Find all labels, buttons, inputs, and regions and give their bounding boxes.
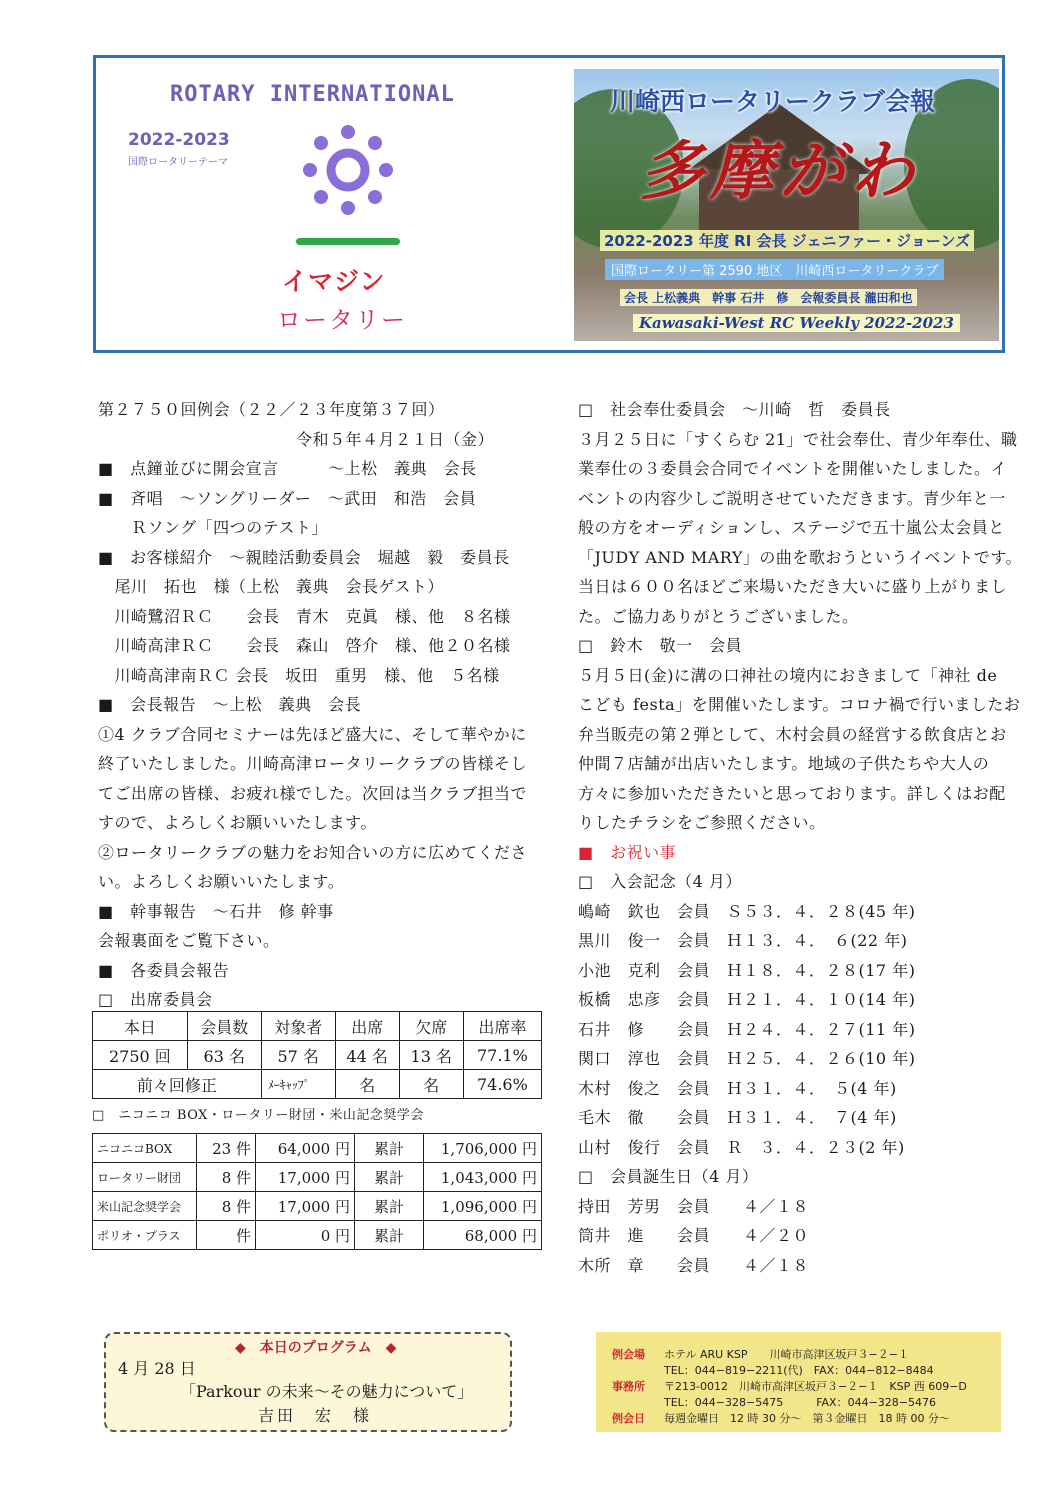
header-cell: 出席 [335,1012,399,1041]
table-row [93,1192,542,1221]
fund-total-label: 累計 [355,1134,424,1163]
header-cell: 対象者 [261,1012,335,1041]
fund-amount: 17,000 円 [256,1192,355,1221]
text-line: 方々に参加いただきたいと思っております。詳しくはお配 [578,784,1006,803]
header-cell: 欠席 [399,1012,463,1041]
text-line: □ 社会奉仕委員会 ～川崎 哲 委員長 [578,400,891,419]
fund-total-label: 累計 [355,1192,424,1221]
text-line: 川崎高津南ＲＣ 会長 坂田 重男 様、他 ５名様 [98,666,500,685]
info-text: 〒213-0012 川崎市高津区坂戸３−２−１ KSP 西 609−D [664,1380,967,1393]
info-text: TEL：044−328−5475 FAX：044−328−5476 [664,1396,937,1409]
donation-caption: □ ニコニコ BOX・ロータリー財団・米山記念奨学会 [92,1108,424,1123]
text-line: 当日は６００名ほどご来場いただき大いに盛り上がりまし [578,577,1008,596]
anniversary-item: 関口 淳也 会員 Ｈ２５．４．２６(10 年) [578,1049,916,1068]
text-line: ①4 クラブ合同セミナーは先ほど盛大に、そして華やかに [98,725,527,744]
cell: 名 [335,1070,399,1099]
district-line: 国際ロータリー第 2590 地区 川崎西ロータリークラブ [605,259,944,280]
fund-count: 8 件 [197,1192,256,1221]
info-label: 事務所 [612,1380,645,1393]
fund-amount: 64,000 円 [256,1134,355,1163]
anniversary-item: 小池 克利 会員 Ｈ１８．４．２８(17 年) [578,961,916,980]
text-line: 尾川 拓也 様（上松 義典 会長ゲスト） [98,577,444,596]
fund-amount: 17,000 円 [256,1163,355,1192]
text-line: 川崎鷺沼ＲＣ 会長 青木 克眞 様、他 ８名様 [98,607,511,626]
theme-years: 2022-2023 [128,130,230,150]
text-line: 弁当販売の第２弾として、木村会員の経営する飲食店とお [578,725,1007,744]
text-line: ■ お客様紹介 ～親睦活動委員会 堀越 毅 委員長 [98,548,510,567]
text-line: ３月２５日に「すくらむ 21」で社会奉仕、青少年奉仕、職 [578,430,1018,449]
birthday-item: 木所 章 会員 ４／１８ [578,1256,810,1275]
info-label: 例会日 [612,1412,645,1425]
birthday-item: 筒井 進 会員 ４／２０ [578,1226,810,1245]
text-line: ■ 点鐘並びに開会宣言 ～上松 義典 会長 [98,459,477,478]
magazine-title: 川崎西ロータリークラブ会報 [610,87,936,116]
ri-president: 2022-2023 年度 RI 会長 ジェニファー・ジョーンズ [600,230,974,251]
attendance-table [92,1011,542,1099]
table-row [93,1041,542,1070]
text-line: 終了いたしました。川崎高津ロータリークラブの皆様そし [98,754,528,773]
table-row [93,1163,542,1192]
program-title: 「Parkour の未来～その魅力について」 [180,1382,474,1401]
anniversary-item: 板橋 忠彦 会員 Ｈ２１．４．１０(14 年) [578,990,916,1009]
cell: 44 名 [335,1041,399,1070]
theme-green-bar [296,238,400,245]
makeup-label: ﾒｰｷｬｯﾌﾟ [267,1077,310,1092]
table-row [93,1070,542,1099]
fund-name: 米山記念奨学会 [93,1192,197,1221]
fund-name: ニコニコBOX [93,1134,197,1163]
text-line: ■ 幹事報告 ～石井 修 幹事 [98,902,334,921]
program-date: 4 月 28 日 [118,1359,196,1378]
header-cell: 出席率 [463,1012,541,1041]
anniversary-heading: □ 入会記念（4 月） [578,872,742,891]
text-line: ■ 斉唱 ～ソングリーダー ～武田 和浩 会員 [98,489,477,508]
text-line: た。ご協力ありがとうございました。 [578,607,859,626]
table-row [93,1134,542,1163]
info-text: ホテル ARU KSP 川崎市高津区坂戸３−２−１ [664,1348,909,1361]
cell: 63 名 [187,1041,261,1070]
text-line: 業奉仕の３委員会合同でイベントを開催いたしました。イ [578,459,1008,478]
text-line: 般の方をオーディションし、ステージで五十嵐公太会員と [578,518,1005,537]
cell: 前々回修正 [93,1070,262,1099]
text-line: ■ 各委員会報告 [98,961,230,980]
text-line: □ 鈴木 敬一 会員 [578,636,743,655]
fund-total: 1,096,000 円 [424,1192,542,1221]
text-line: こども festa」を開催いたします。コロナ禍で行いましたお [578,695,1021,714]
birthday-item: 持田 芳男 会員 ４／１８ [578,1197,810,1216]
table-row [93,1221,542,1250]
info-text: TEL：044−819−2211(代) FAX：044−812−8484 [664,1364,934,1377]
header-cell: 会員数 [187,1012,261,1041]
info-text: 毎週金曜日 12 時 30 分～ 第３金曜日 18 時 00 分～ [664,1412,950,1425]
club-officers: 会長 上松義典 幹事 石井 修 会報委員長 瀧田和也 [620,289,917,306]
weekly-title: Kawasaki-West RC Weekly 2022-2023 [633,314,960,332]
cell: 57 名 [261,1041,335,1070]
cell: 77.1% [463,1041,541,1070]
fund-total: 68,000 円 [424,1221,542,1250]
text-line: りしたチラシをご参照ください。 [578,813,826,832]
cell: 74.6% [463,1070,541,1099]
ri-title: ROTARY INTERNATIONAL [170,82,455,107]
text-line: Ｒソング「四つのテスト」 [98,518,329,537]
text-line: 仲間７店舗が出店いたします。地域の子供たちや大人の [578,754,990,773]
program-heading: ◆ 本日のプログラム ◆ [235,1340,397,1356]
fund-name: ロータリー財団 [93,1163,197,1192]
text-line: □ 出席委員会 [98,990,213,1009]
fund-total-label: 累計 [355,1221,424,1250]
calligraphy-title: 多摩がわ [640,134,920,209]
text-line: てご出席の皆様、お疲れ様でした。次回は当クラブ担当で [98,784,528,803]
anniversary-item: 嶋崎 欽也 会員 Ｓ５３．４．２８(45 年) [578,902,916,921]
donations-table [92,1133,542,1250]
anniversary-item: 毛木 徹 会員 Ｈ３１．４． ７(4 年) [578,1108,897,1127]
cell: 2750 回 [93,1041,188,1070]
table-row [93,1012,542,1041]
text-line: ■ 会長報告 ～上松 義典 会長 [98,695,362,714]
celebration-heading: ■ お祝い事 [578,843,677,862]
text-line: 第２７５０回例会（２２／２３年度第３７回） [98,400,445,419]
fund-count: 件 [197,1221,256,1250]
anniversary-item: 黒川 俊一 会員 Ｈ１３．４． ６(22 年) [578,931,908,950]
text-line: ベントの内容少しご説明させていただきます。青少年と一 [578,489,1006,508]
anniversary-item: 山村 俊行 会員 Ｒ ３．４．２３(2 年) [578,1138,905,1157]
cell [261,1070,335,1099]
fund-total: 1,043,000 円 [424,1163,542,1192]
theme-line2: ロータリー [277,306,407,334]
text-line: すので、よろしくお願いいたします。 [98,813,377,832]
fund-amount: 0 円 [256,1221,355,1250]
fund-total: 1,706,000 円 [424,1134,542,1163]
header-cell: 本日 [93,1012,188,1041]
theme-caption: 国際ロータリーテーマ [128,157,228,168]
theme-line1: イマジン [282,267,386,296]
anniversary-item: 石井 修 会員 Ｈ２４．４．２７(11 年) [578,1020,916,1039]
anniversary-item: 木村 俊之 会員 Ｈ３１．４． ５(4 年) [578,1079,897,1098]
cell: 名 [399,1070,463,1099]
text-line: ５月５日(金)に溝の口神社の境内におきまして「神社 de [578,666,998,685]
program-speaker: 吉田 宏 様 [258,1406,373,1425]
text-line: ②ロータリークラブの魅力をお知合いの方に広めてくださ [98,843,528,862]
text-line: 令和５年４月２１日（金） [98,430,495,449]
fund-count: 23 件 [197,1134,256,1163]
fund-count: 8 件 [197,1163,256,1192]
text-line: 「JUDY AND MARY」の曲を歌おうというイベントです。 [578,548,1023,567]
text-line: 会報裏面をご覧下さい。 [98,931,280,950]
cell: 13 名 [399,1041,463,1070]
text-line: い。よろしくお願いいたします。 [98,872,345,891]
info-label: 例会場 [612,1348,645,1361]
birthday-heading: □ 会員誕生日（4 月） [578,1167,759,1186]
text-line: 川崎高津ＲＣ 会長 森山 啓介 様、他２０名様 [98,636,511,655]
theme-logo-icon [298,120,398,220]
fund-name: ポリオ・プラス [93,1221,197,1250]
fund-total-label: 累計 [355,1163,424,1192]
